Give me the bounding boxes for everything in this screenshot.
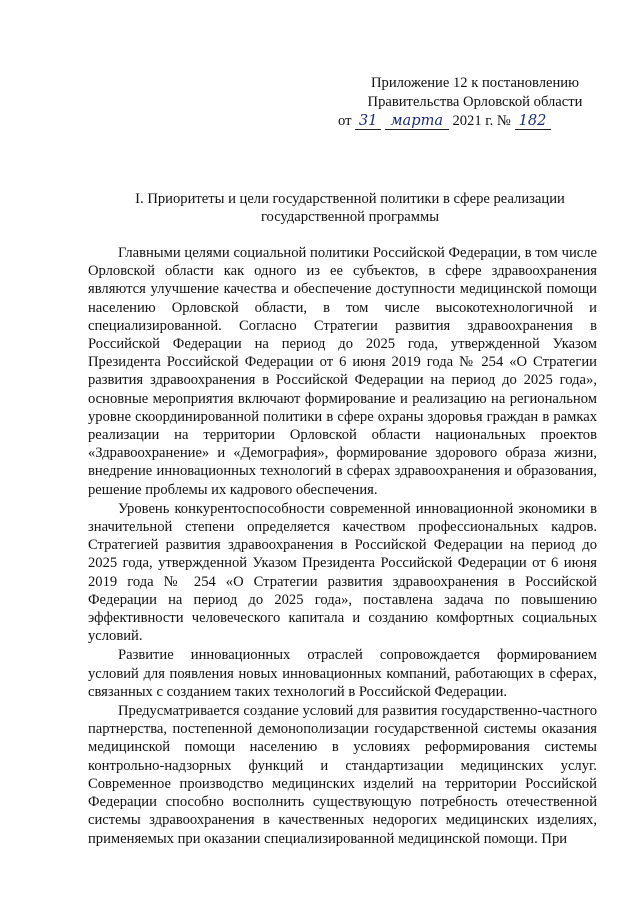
paragraph-1: Главными целями социальной политики Российской Федерации, в том числе Орловской области как одного из ее субъектов, в сфере здравоохранения являются улучшение качества и обеспечение доступности медицинской помощи населению Орловской области, в том числе высокотехнологичной и специализированной. Согласно Стратегии развития здравоохранения в Российской Федерации на период до 2025 года, утвержденной Указом Президента Российской Федерации от 6 июня 2019 года № 254 «О Стратегии развития здравоохранения в Российской Федерации на период до 2025 года», основные мероприятия включают формирование и реализацию на региональном уровне скоординированной политики в сфере охраны здоровья граждан в рамках реализации на территории Орловской области национальных проектов «Здравоохранение» и «Демография», формирование здорового образа жизни, внедрение инновационных технологий в сферах здравоохранения и образования, решение проблемы их кадрового обеспечения. [88,245,597,498]
handwritten-month: марта [385,113,449,130]
year-and-number-label: 2021 г. № [452,113,511,129]
handwritten-number: 182 [515,113,551,130]
from-word: от [338,113,352,129]
paragraph-3: Развитие инновационных отраслей сопровождается формированием условий для появления новых инновационных компаний, работающих в сферах, связанных с созданием таких технологий в Российской Федерации. [88,647,597,700]
document-body [88,244,597,848]
appendix-line-1: Приложение 12 к постановлению [370,75,580,91]
appendix-header [330,74,620,131]
appendix-line-2: Правительства Орловской области [367,94,583,110]
handwritten-day: 31 [355,113,381,130]
paragraph-4: Предусматривается создание условий для развития государственно-частного партнерства, постепенной демонополизации государственной системы оказания медицинской помощи населению в условиях реформирования системы контрольно-надзорных функций и стандартизации медицинских услуг. Современное производство медицинских изделий на территории Российской Федерации способно восполнить существующую потребность отечественной системы здравоохранения в качественных недорогих медицинских изделиях, применяемых при оказании специализированной медицинской помощи. При [88,703,597,847]
paragraph-2: Уровень конкурентоспособности современной инновационной экономики в значительной степени определяется качеством профессиональных кадров. Стратегией развития здравоохранения в Российской Федерации на период до 2025 года, утвержденной Указом Президента Российской Федерации от 6 июня 2019 года № 254 «О Стратегии развития здравоохранения в Российской Федерации на период до 2025 года», поставлена задача по повышению эффективности человеческого капитала и созданию комфортных социальных условий. [88,500,597,645]
section-heading: I. Приоритеты и цели государственной политики в сфере реализации государственной программы [135,191,565,225]
resolution-date-line [330,112,620,131]
